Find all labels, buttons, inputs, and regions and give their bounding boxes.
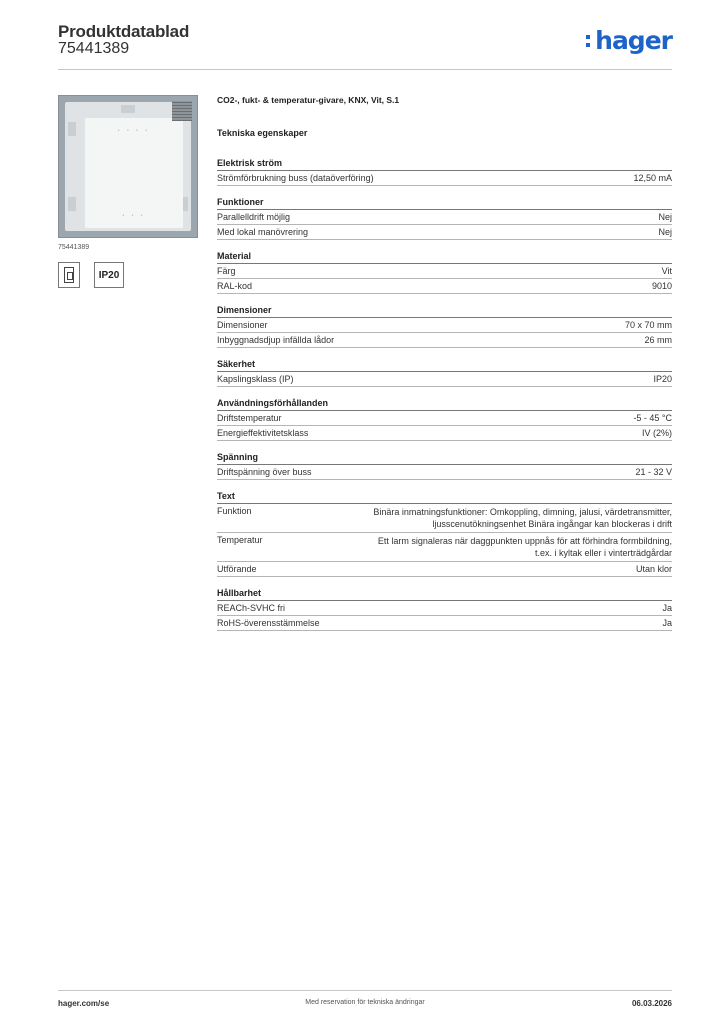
- spec-row: [217, 601, 672, 616]
- device-mount-icon: [58, 262, 80, 288]
- footer-date: 06.03.2026: [631, 999, 672, 1008]
- spec-group-title: Funktioner: [217, 197, 672, 210]
- ip-rating-badge: IP20: [94, 262, 124, 288]
- spec-value: Vit: [661, 266, 672, 276]
- document-number: 75441389: [58, 40, 130, 57]
- spec-value: Ja: [662, 603, 672, 613]
- spec-group-title: Säkerhet: [217, 359, 672, 372]
- spec-value: -5 - 45 °C: [633, 413, 672, 423]
- page-footer: [58, 990, 672, 1008]
- spec-label: REACh-SVHC fri: [217, 603, 286, 613]
- spec-row: [217, 210, 672, 225]
- product-reference: 75441389: [58, 244, 90, 251]
- spec-group: [217, 452, 672, 480]
- spec-group-title: Text: [217, 491, 672, 504]
- spec-group-title: Dimensioner: [217, 305, 672, 318]
- spec-row: [217, 225, 672, 240]
- tech-heading: Tekniska egenskaper: [217, 128, 308, 138]
- logo-text: hager: [595, 26, 672, 55]
- spec-group-title: Elektrisk ström: [217, 158, 672, 171]
- spec-value: Ja: [662, 618, 672, 628]
- spec-label: Kapslingsklass (IP): [217, 374, 294, 384]
- spec-label: RAL-kod: [217, 281, 253, 291]
- product-image: [58, 95, 198, 238]
- spec-groups: [217, 158, 672, 631]
- spec-label: Funktion: [217, 506, 252, 516]
- spec-label: Utförande: [217, 564, 257, 574]
- spec-group: [217, 251, 672, 294]
- spec-row: [217, 264, 672, 279]
- spec-label: Driftspänning över buss: [217, 467, 312, 477]
- spec-row: [217, 318, 672, 333]
- spec-label: Strömförbrukning buss (dataöverföring): [217, 173, 374, 183]
- spec-row: [217, 171, 672, 186]
- page-header: [58, 20, 672, 70]
- spec-value: Binära inmatningsfunktioner: Omkoppling, dimning, jalusi, värdetransmitter, ljusscenutökningsenhet Binära ingångar kan blockeras i drift: [373, 507, 672, 529]
- spec-group-title: Användningsförhållanden: [217, 398, 672, 411]
- spec-row: [217, 616, 672, 631]
- spec-group-title: Material: [217, 251, 672, 264]
- frame-tab: [68, 122, 76, 136]
- spec-value: Utan klor: [635, 564, 672, 574]
- spec-group-title: Spänning: [217, 452, 672, 465]
- frame-tab: [121, 105, 135, 113]
- spec-value: IV (2%): [641, 428, 672, 438]
- spec-group: [217, 359, 672, 387]
- spec-value: 9010: [651, 281, 672, 291]
- spec-value: IP20: [653, 374, 672, 384]
- spec-row: [217, 333, 672, 348]
- frame-plate: [65, 102, 191, 231]
- spec-label: Temperatur: [217, 535, 263, 545]
- document-title: Produktdatablad: [58, 22, 190, 41]
- spec-label: Inbyggnadsdjup infällda lådor: [217, 335, 335, 345]
- spec-group: [217, 305, 672, 348]
- spec-label: Färg: [217, 266, 236, 276]
- logo-colon-icon: [586, 35, 590, 51]
- spec-group: [217, 398, 672, 441]
- spec-group: [217, 197, 672, 240]
- spec-label: Dimensioner: [217, 320, 268, 330]
- spec-label: Med lokal manövrering: [217, 227, 309, 237]
- frame-tab: [68, 197, 76, 211]
- spec-label: Parallelldrift möjlig: [217, 212, 291, 222]
- led-dots-top: • • • •: [117, 128, 151, 134]
- spec-row: [217, 426, 672, 441]
- sensor-grille-icon: [172, 101, 192, 121]
- spec-value: Nej: [658, 212, 672, 222]
- specifications: [217, 95, 672, 642]
- spec-value: 21 - 32 V: [635, 467, 672, 477]
- spec-value: 26 mm: [644, 335, 672, 345]
- spec-label: Driftstemperatur: [217, 413, 282, 423]
- product-title: CO2-, fukt- & temperatur-givare, KNX, Vit, S.1: [217, 95, 400, 105]
- spec-group-title: Hållbarhet: [217, 588, 672, 601]
- led-dots-bottom: • • •: [122, 213, 146, 219]
- spec-label: Energieffektivitetsklass: [217, 428, 309, 438]
- spec-value: Nej: [658, 227, 672, 237]
- spec-row: [217, 533, 672, 562]
- spec-row: [217, 465, 672, 480]
- spec-value: Ett larm signaleras när daggpunkten uppnås för att förhindra formbildning, t.ex. i kyltak eller i vinterträdgårdar: [377, 536, 672, 558]
- footer-disclaimer: Med reservation för tekniska ändringar: [305, 999, 425, 1006]
- sensor-device: [85, 118, 183, 228]
- hager-logo: [595, 26, 672, 55]
- spec-group: [217, 158, 672, 186]
- spec-row: [217, 562, 672, 577]
- footer-website: hager.com/se: [58, 999, 110, 1008]
- spec-group: [217, 588, 672, 631]
- spec-value: 70 x 70 mm: [624, 320, 672, 330]
- spec-row: [217, 411, 672, 426]
- spec-row: [217, 372, 672, 387]
- spec-group: [217, 491, 672, 577]
- spec-row: [217, 504, 672, 533]
- spec-value: 12,50 mA: [633, 173, 672, 183]
- spec-label: RoHS-överensstämmelse: [217, 618, 320, 628]
- spec-row: [217, 279, 672, 294]
